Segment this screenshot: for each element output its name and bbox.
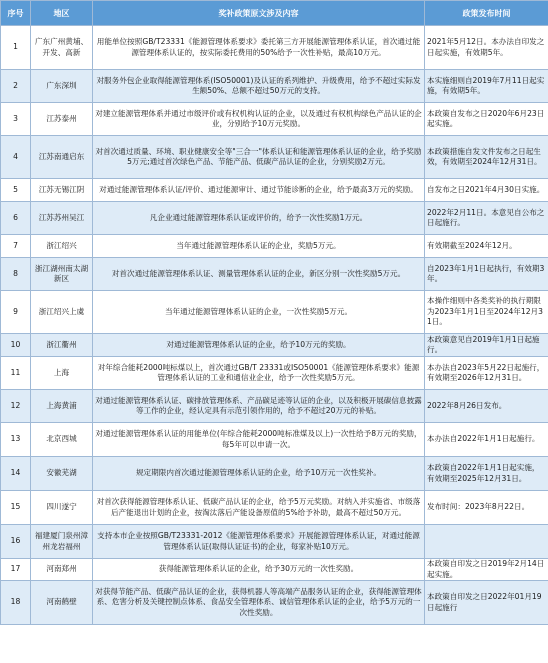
cell-content: 对服务外包企业取得能源管理体系(ISO50001)及认证的系列维护、升级费用，给予不超过实际发生额50%、总额不超过50万元的支持。 bbox=[93, 70, 425, 103]
cell-no: 13 bbox=[1, 423, 31, 457]
cell-content: 对首次通过能源管理体系认证、测量管理体系认证的企业，新区分别一次性奖励5万元。 bbox=[93, 258, 425, 291]
table-row bbox=[1, 136, 548, 179]
header-no: 序号 bbox=[1, 1, 31, 26]
cell-no: 18 bbox=[1, 581, 31, 625]
cell-time: 本实施细则自2019年7月11日起实施，有效期5年。 bbox=[425, 70, 548, 103]
cell-time: 自2023年1月1日起执行，有效期3年。 bbox=[425, 258, 548, 291]
cell-region: 河南郑州 bbox=[31, 559, 93, 581]
cell-content: 对建立能源管理体系并通过市级评价或有权机构认证的企业，以及通过有权机构绿色产品认证的企业，分别给予10万元奖励。 bbox=[93, 103, 425, 136]
cell-content: 对首次获得能源管理体系认证、低碳产品认证的企业，给予5万元奖励。对纳入并实施省、市级落后产能退出计划的企业，按淘汰落后产能设备原值的5%给予补助，最高不超过50万元。 bbox=[93, 491, 425, 525]
cell-content: 获得能源管理体系认证的企业，给予30万元的一次性奖励。 bbox=[93, 559, 425, 581]
header-time: 政策发布时间 bbox=[425, 1, 548, 26]
cell-region: 江苏苏州吴江 bbox=[31, 202, 93, 235]
cell-content: 支持本市企业按照GB/T23331-2012《能源管理体系要求》开展能源管理体系认证，对通过能源管理体系认证(取得认证证书)的企业，每家补贴10万元。 bbox=[93, 525, 425, 559]
cell-region: 江苏无锡江阴 bbox=[31, 179, 93, 202]
cell-region: 四川遂宁 bbox=[31, 491, 93, 525]
cell-time: 本政策自印发之日2019年2月14日起实施。 bbox=[425, 559, 548, 581]
cell-region: 北京西城 bbox=[31, 423, 93, 457]
cell-no: 6 bbox=[1, 202, 31, 235]
cell-region: 江苏泰州 bbox=[31, 103, 93, 136]
table-row bbox=[1, 258, 548, 291]
table-row bbox=[1, 357, 548, 390]
cell-region: 上海 bbox=[31, 357, 93, 390]
cell-no: 3 bbox=[1, 103, 31, 136]
cell-time: 本政策自发布之日2020年6月23日起实施。 bbox=[425, 103, 548, 136]
cell-no: 8 bbox=[1, 258, 31, 291]
cell-region: 福建厦门泉州漳州龙岩福州 bbox=[31, 525, 93, 559]
cell-time: 自发布之日2021年4月30日实施。 bbox=[425, 179, 548, 202]
cell-no: 5 bbox=[1, 179, 31, 202]
table-row bbox=[1, 423, 548, 457]
table-header-row bbox=[1, 1, 548, 26]
table-row bbox=[1, 581, 548, 625]
cell-no: 12 bbox=[1, 390, 31, 423]
cell-time bbox=[425, 525, 548, 559]
cell-no: 4 bbox=[1, 136, 31, 179]
cell-time: 本政策自印发之日2022年01月19日起施行 bbox=[425, 581, 548, 625]
cell-region: 浙江湖州南太湖新区 bbox=[31, 258, 93, 291]
cell-content: 用能单位按照GB/T23331《能源管理体系要求》委托第三方开展能源管理体系认证，首次通过能源管理体系认证的，按实际委托费用的50%给予一次性补贴，最高10万元。 bbox=[93, 26, 425, 70]
cell-time: 本办法自2023年5月22日起施行，有效期至2026年12月31日。 bbox=[425, 357, 548, 390]
cell-region: 江苏南通启东 bbox=[31, 136, 93, 179]
cell-time: 本操作细则中各类奖补的执行期限为2023年1月1日至2024年12月31日。 bbox=[425, 291, 548, 334]
cell-time: 本政策意见自2019年1月1日起施行。 bbox=[425, 334, 548, 357]
table-row bbox=[1, 179, 548, 202]
cell-region: 广东广州黄埔、开发、高新 bbox=[31, 26, 93, 70]
cell-time: 本办法自2022年1月1日起施行。 bbox=[425, 423, 548, 457]
table-row bbox=[1, 491, 548, 525]
table-row bbox=[1, 390, 548, 423]
cell-time: 本政策措施自发文件发布之日起生效，有效期至2024年12月31日。 bbox=[425, 136, 548, 179]
cell-region: 广东深圳 bbox=[31, 70, 93, 103]
table-row bbox=[1, 334, 548, 357]
cell-no: 16 bbox=[1, 525, 31, 559]
table-row bbox=[1, 202, 548, 235]
cell-region: 上海黄浦 bbox=[31, 390, 93, 423]
cell-time: 2021年5月12日。本办法自印发之日起实施，有效期5年。 bbox=[425, 26, 548, 70]
cell-no: 11 bbox=[1, 357, 31, 390]
header-content: 奖补政策原文涉及内容 bbox=[93, 1, 425, 26]
table-row bbox=[1, 457, 548, 491]
cell-time: 本政策自2022年1月1日起实施，有效期至2025年12月31日。 bbox=[425, 457, 548, 491]
table-row bbox=[1, 103, 548, 136]
cell-content: 凡企业通过能源管理体系认证或评价的，给予一次性奖励1万元。 bbox=[93, 202, 425, 235]
cell-no: 10 bbox=[1, 334, 31, 357]
cell-region: 安徽芜湖 bbox=[31, 457, 93, 491]
header-region: 地区 bbox=[31, 1, 93, 26]
cell-time: 2022年2月11日。本意见自公布之日起施行。 bbox=[425, 202, 548, 235]
cell-no: 1 bbox=[1, 26, 31, 70]
cell-region: 浙江绍兴 bbox=[31, 235, 93, 258]
cell-content: 对首次通过质量、环境、职业健康安全等"三合一"体系认证和能源管理体系认证的企业，给予奖励5万元;通过首次绿色产品、节能产品、低碳产品认证的企业，分别奖励2万元。 bbox=[93, 136, 425, 179]
table-row bbox=[1, 559, 548, 581]
cell-content: 对年综合能耗2000吨标煤以上，首次通过GB/T 23331或ISO50001《能源管理体系要求》能源管理体系认证的工业和通信业企业，给予一次性奖励5万元。 bbox=[93, 357, 425, 390]
cell-content: 对通过能源管理体系认证、碳排放管理体系、产品碳足迹等认证的企业，以及积极开展碳信息披露等工作的企业，经认定具有示范引领作用的，给予不超过20万元的补贴。 bbox=[93, 390, 425, 423]
cell-content: 规定期限内首次通过能源管理体系认证的企业，给予10万元一次性奖补。 bbox=[93, 457, 425, 491]
table-body bbox=[1, 26, 548, 625]
cell-time: 有效期截至2024年12月。 bbox=[425, 235, 548, 258]
cell-no: 17 bbox=[1, 559, 31, 581]
table-row bbox=[1, 291, 548, 334]
cell-content: 对通过能源管理体系认证的企业，给予10万元的奖励。 bbox=[93, 334, 425, 357]
cell-time: 发布时间：2023年8月22日。 bbox=[425, 491, 548, 525]
cell-content: 当年通过能源管理体系认证的企业，奖励5万元。 bbox=[93, 235, 425, 258]
cell-no: 14 bbox=[1, 457, 31, 491]
cell-content: 对通过能源管理体系认证/评价、通过能源审计、通过节能诊断的企业，给予最高3万元的奖励。 bbox=[93, 179, 425, 202]
table-row bbox=[1, 26, 548, 70]
cell-region: 浙江绍兴上虞 bbox=[31, 291, 93, 334]
cell-time: 2022年8月26日发布。 bbox=[425, 390, 548, 423]
cell-content: 对获得节能产品、低碳产品认证的企业，获得机器人等高端产品服务认证的企业，获得能源管理体系、危害分析及关键控制点体系、食品安全管理体系、诚信管理体系认证的企业，给予5万元的一次性奖励。 bbox=[93, 581, 425, 625]
table-row bbox=[1, 70, 548, 103]
table-row bbox=[1, 235, 548, 258]
cell-region: 河南鹤壁 bbox=[31, 581, 93, 625]
cell-no: 7 bbox=[1, 235, 31, 258]
cell-no: 9 bbox=[1, 291, 31, 334]
cell-no: 15 bbox=[1, 491, 31, 525]
cell-no: 2 bbox=[1, 70, 31, 103]
cell-content: 对通过能源管理体系认证的用能单位(年综合能耗2000吨标准煤及以上)一次性给予8万元的奖励，每5年可以申请一次。 bbox=[93, 423, 425, 457]
cell-content: 当年通过能源管理体系认证的企业，一次性奖励5万元。 bbox=[93, 291, 425, 334]
cell-region: 浙江衢州 bbox=[31, 334, 93, 357]
table-row bbox=[1, 525, 548, 559]
